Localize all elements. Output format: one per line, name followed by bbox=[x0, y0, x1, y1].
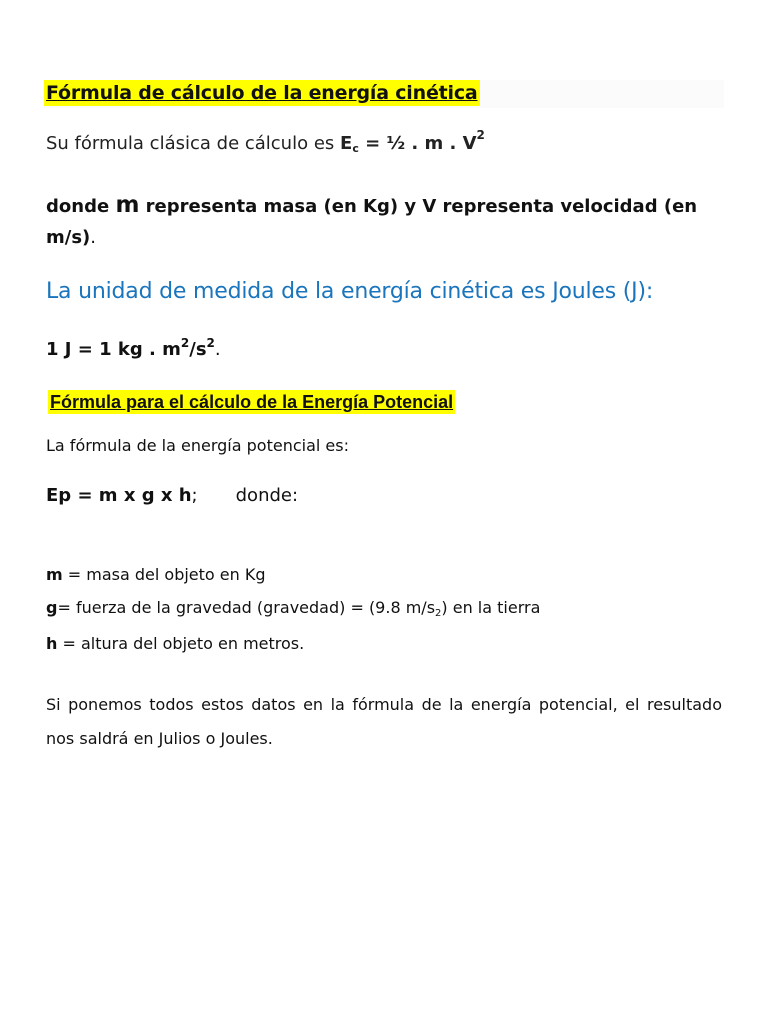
kinetic-intro: Su fórmula clásica de cálculo es bbox=[46, 133, 341, 154]
def-m bbox=[46, 558, 540, 591]
def-g-sub: 2 bbox=[435, 608, 442, 619]
formula-sub: c bbox=[352, 142, 359, 155]
kinetic-formula bbox=[340, 128, 485, 155]
formula-separator: ; bbox=[191, 485, 198, 506]
def-m-key: m bbox=[46, 565, 63, 584]
def-h-key: h bbox=[46, 634, 58, 653]
joule-b: /s bbox=[189, 339, 207, 360]
kinetic-title-bar bbox=[44, 80, 724, 108]
where-end: . bbox=[90, 227, 97, 248]
potential-formula: Ep = m x g x h bbox=[46, 485, 192, 506]
formula-donde: donde: bbox=[235, 485, 299, 506]
joule-sup2: 2 bbox=[206, 336, 215, 350]
joule-end: . bbox=[214, 339, 221, 360]
kinetic-formula-line bbox=[46, 130, 485, 160]
def-g-end: ) en la tierra bbox=[441, 598, 541, 617]
unit-heading: La unidad de medida de la energía cinética es Joules (J): bbox=[46, 279, 654, 304]
def-g-key: g bbox=[46, 598, 58, 617]
def-h bbox=[46, 627, 540, 660]
formula-rest: = ½ . m . V bbox=[358, 133, 477, 154]
potential-formula-line bbox=[46, 482, 298, 510]
joule-a: 1 J = 1 kg . m bbox=[46, 339, 181, 360]
potential-closing: Si ponemos todos estos datos en la fórmula de la energía potencial, el resultado nos saldrá en Julios o Joules. bbox=[46, 695, 722, 748]
potential-title-bar bbox=[48, 390, 455, 414]
formula-sup: 2 bbox=[476, 128, 485, 142]
kinetic-title: Fórmula de cálculo de la energía cinética bbox=[46, 82, 478, 104]
def-h-text: = altura del objeto en metros. bbox=[57, 634, 305, 653]
potential-intro: La fórmula de la energía potencial es: bbox=[46, 436, 349, 455]
def-g bbox=[46, 591, 540, 627]
where-text: representa masa (en Kg) y V representa velocidad (en m/s) bbox=[46, 196, 698, 248]
formula-e: E bbox=[340, 133, 353, 154]
potential-title: Fórmula para el cálculo de la Energía Potencial bbox=[50, 392, 454, 412]
kinetic-where bbox=[46, 190, 726, 253]
where-lead: donde bbox=[46, 196, 116, 217]
potential-definitions bbox=[46, 558, 540, 660]
joule-sup1: 2 bbox=[180, 336, 190, 350]
def-g-text: = fuerza de la gravedad (gravedad) = (9.8 m/s bbox=[57, 598, 436, 617]
where-m: m bbox=[115, 192, 140, 218]
def-m-text: = masa del objeto en Kg bbox=[62, 565, 266, 584]
joule-equation bbox=[46, 336, 221, 365]
